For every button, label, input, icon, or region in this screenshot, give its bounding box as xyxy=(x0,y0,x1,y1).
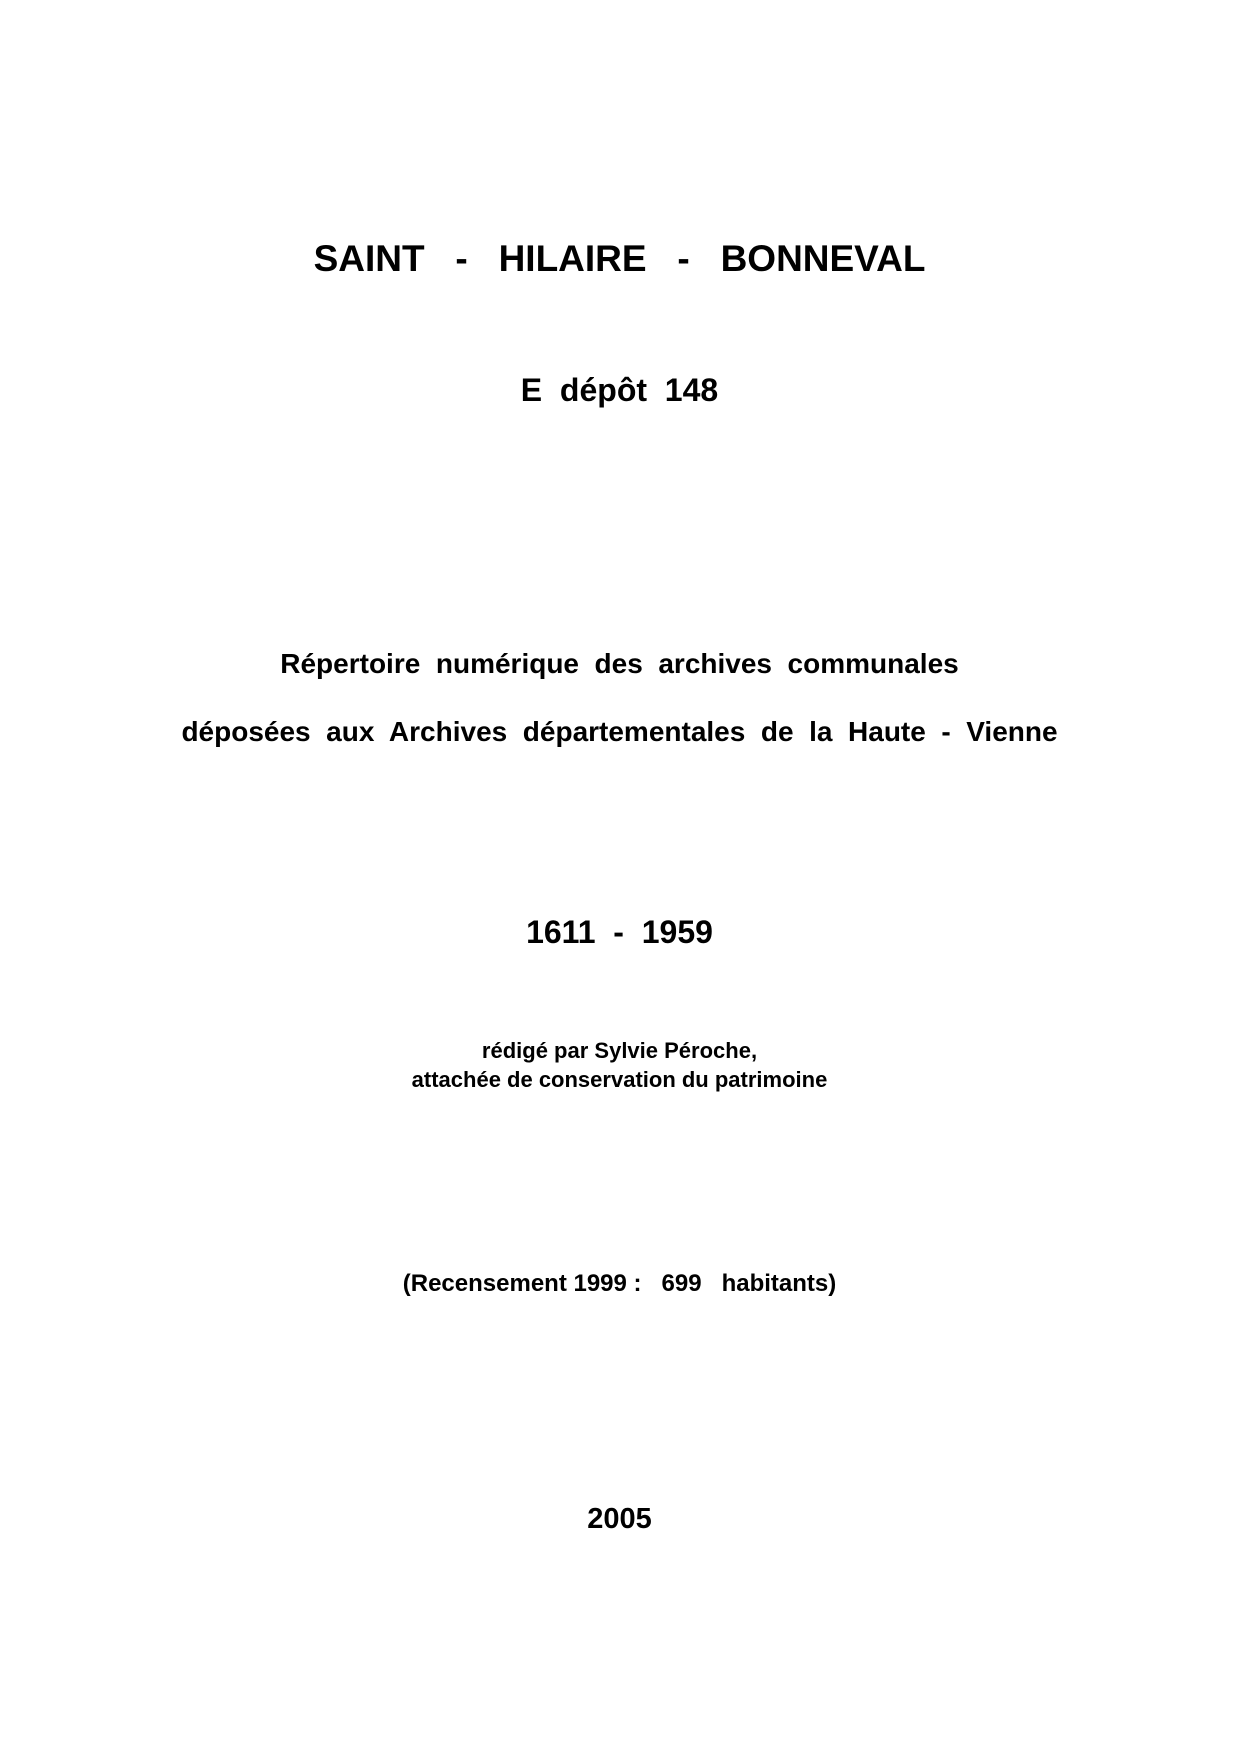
census-note: (Recensement 1999 : 699 habitants) xyxy=(402,1270,837,1297)
date-range: 1611 - 1959 xyxy=(526,914,713,950)
subtitle-line-2: déposées aux Archives départementales de la Haute - Vienne xyxy=(181,716,1058,747)
page-title: SAINT - HILAIRE - BONNEVAL xyxy=(313,238,926,279)
author-title-line: attachée de conservation du patrimoine xyxy=(411,1067,828,1092)
author-line: rédigé par Sylvie Péroche, xyxy=(481,1038,758,1063)
depot-reference: E dépôt 148 xyxy=(520,372,719,408)
publication-year: 2005 xyxy=(587,1503,652,1535)
subtitle-line-1: Répertoire numérique des archives communales xyxy=(280,648,959,679)
